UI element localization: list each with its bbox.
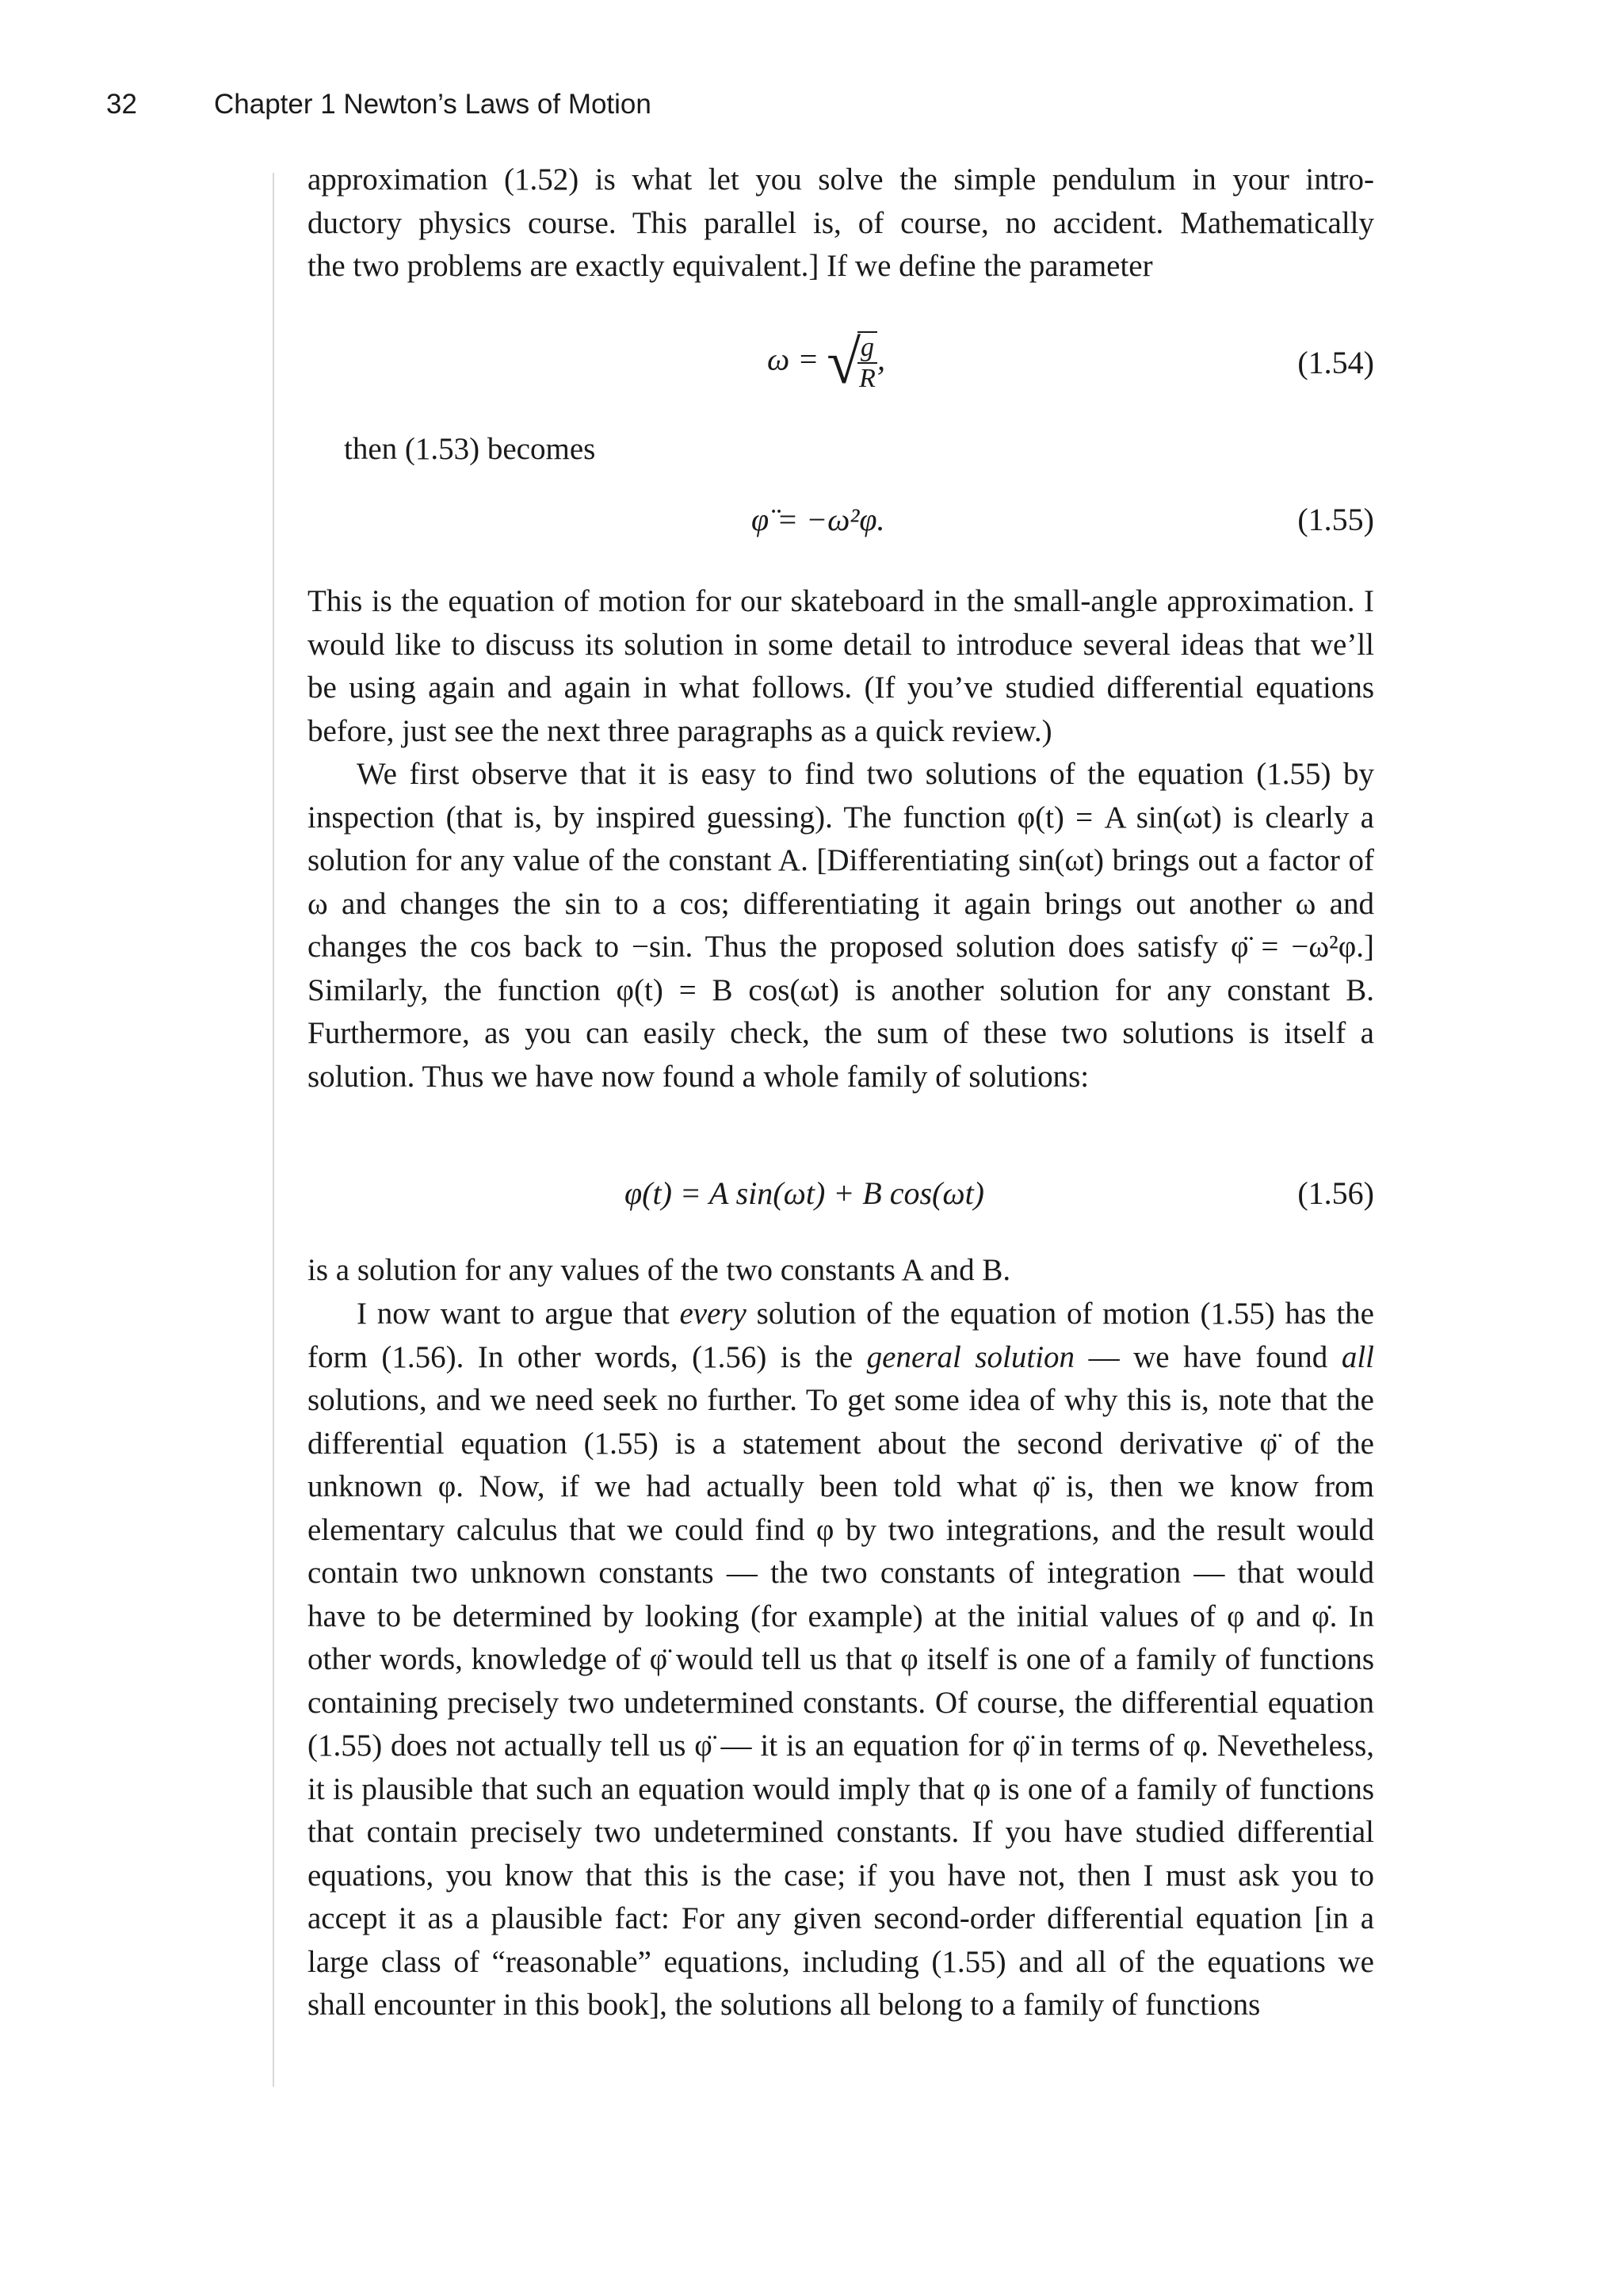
emphasis: general solution [866,1339,1075,1374]
equation-1-54 [307,325,1374,404]
equation-1-56 [307,1175,1374,1230]
text-run: I now want to argue that [357,1297,680,1331]
sqrt-radicand [857,331,877,394]
chapter-title: Chapter 1 Newton’s Laws of Motion [214,89,651,120]
equation-body: φ̈ = −ω²φ. [751,502,885,537]
equation-number: (1.55) [1297,502,1374,537]
sqrt-symbol: √ [827,327,861,397]
equation-body: φ(t) = A sin(ωt) + B cos(ωt) [624,1175,985,1211]
text-line: approximation (1.52) is what let you solve the simple pendulum in your intro- [307,162,1374,197]
paragraph-equation-of-motion [307,580,1374,753]
text-line: ductory physics course. This parallel is, of course, no accident. Mathematically [307,205,1374,240]
emphasis: all [1341,1339,1374,1374]
paragraph-text: We first observe that it is easy to find two solutions of the equation (1.55) by inspection (that is, by inspired guessing). The function φ(t) = A sin(ωt) is clearly a solution for any value of the constant A. [Differentiating sin(ωt) brings out a factor of ω and changes the sin to a cos; differentiating it again brings out another ω and changes the cos back to −sin. Thus the proposed solution does satisfy φ̈ = −ω²φ.] Similarly, the function φ(t) = B cos(ωt) is another solution for any constant B. Furthermore, as you can easily check, the sum of these two solutions is itself a solution. Thus we have now found a whole family of solutions: [307,757,1374,1094]
emphasis: every [679,1297,747,1331]
paragraph-text: This is the equation of motion for our skateboard in the small-angle approximation. I would like to discuss its solution in some detail to introduce several ideas that we’ll be using again and again in what follows. (If you’ve studied differential equations before, just see the next three paragraphs as a quick review.) [307,584,1374,748]
paragraph-intro [307,159,1374,288]
paragraph-then [307,428,1374,472]
paragraph-constants [307,1249,1374,1293]
equation-number: (1.54) [1297,345,1374,380]
paragraph-general-solution [307,1293,1374,2027]
paragraph-text: is a solution for any values of the two constants A and B. [307,1253,1011,1287]
text-line: then (1.53) becomes [344,432,596,466]
page-number: 32 [106,89,137,120]
text-run: solution of the equation of motion (1.55) has the form (1.56). In other words, (1.56) is the [307,1297,1374,1374]
equation-1-55 [307,501,1374,556]
equation-number: (1.56) [1297,1175,1374,1211]
text-run: solutions, and we need seek no further. To get some idea of why this is, note that the differential equation (1.55) is a statement about the second derivative φ̈ of the unknown φ. Now, if we had actually been told what φ̈ is, then we know from elementary calculus that we could find φ by two integrations, and the result would contain two unknown constants — the two constants of integration — that would have to be determined by looking (for example) at the initial values of φ and φ̇. In other words, knowledge of φ̈ would tell us that φ itself is one of a family of functions containing precisely two undetermined constants. Of course, the differential equation (1.55) does not actually tell us φ̈ — it is an equation for φ̈ in terms of φ. Nevetheless, it is plausible that such an equation would imply that φ is one of a family of functions that contain precisely two undetermined constants. If you have studied differential equations, you know that this is the case; if you have not, then I must ask you to accept it as a plausible fact: For any given second-order differential equation [in a large class of “reasonable” equations, including (1.55) and all of the equations we shall encounter in this book], the solutions all belong to a family of functions [307,1383,1374,2022]
paragraph-solutions [307,753,1374,1098]
equation-lhs: ω = [767,341,819,377]
margin-rule [273,173,274,2087]
fraction-denominator: R [859,364,876,394]
paragraph-text [307,1293,1374,2027]
fraction-numerator: g [857,333,877,364]
equation-comma: , [877,341,886,377]
equation-body [767,327,886,397]
text-line: the two problems are exactly equivalent.] If we define the parameter [307,249,1153,283]
text-run: — we have found [1075,1339,1342,1374]
